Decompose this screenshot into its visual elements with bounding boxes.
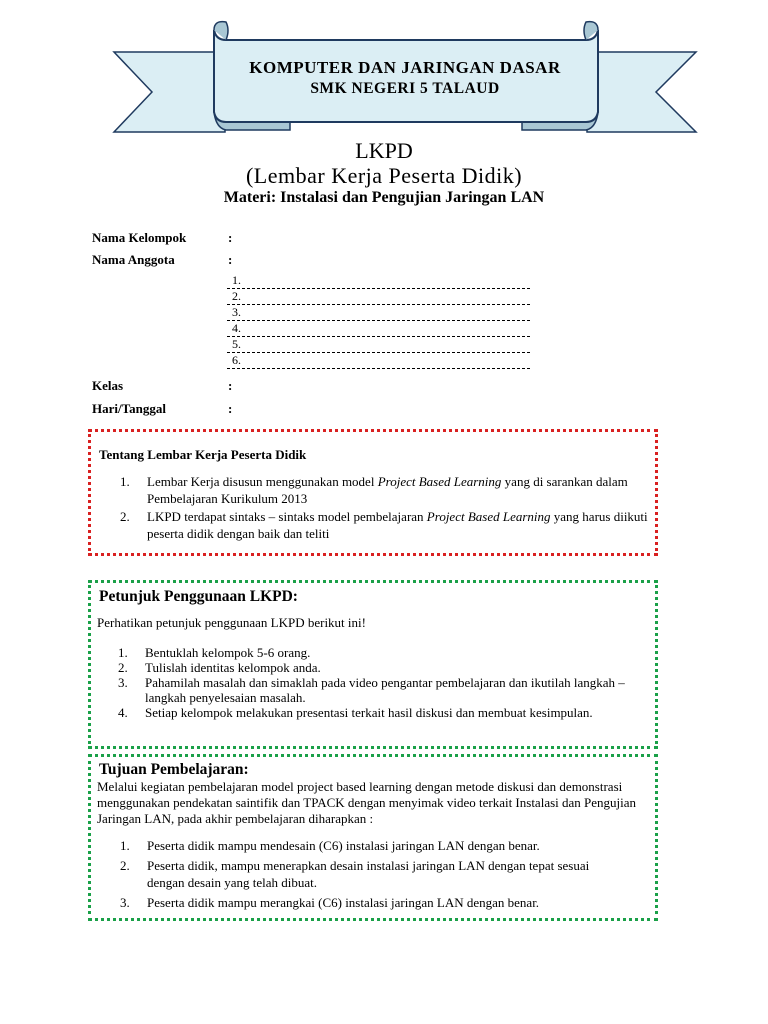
member-line-2[interactable]: 2. xyxy=(227,290,530,305)
member-line-6[interactable]: 6. xyxy=(227,354,530,369)
member-line-5[interactable]: 5. xyxy=(227,338,530,353)
label-nama-kelompok: Nama Kelompok xyxy=(92,230,187,245)
about-list xyxy=(120,473,650,543)
page-title: LKPD xyxy=(355,138,413,163)
list-item: 2. Peserta didik, mampu menerapkan desain instalasi jaringan LAN dengan tepat sesuai dengan desain yang telah dibuat. xyxy=(120,858,590,890)
ribbon-left-tail xyxy=(114,52,225,132)
page-subtitle: (Lembar Kerja Peserta Didik) xyxy=(245,163,523,188)
list-item: 1. Bentuklah kelompok 5-6 orang. xyxy=(118,645,311,660)
banner-subject: KOMPUTER DAN JARINGAN DASAR xyxy=(249,58,561,77)
instructions-list xyxy=(118,645,638,720)
list-item: 3. Peserta didik mampu merangkai (C6) instalasi jaringan LAN dengan benar. xyxy=(120,895,540,910)
instructions-intro: Perhatikan petunjuk penggunaan LKPD berikut ini! xyxy=(97,615,366,630)
member-line-4[interactable]: 4. xyxy=(227,322,530,337)
member-line-3[interactable]: 3. xyxy=(227,306,530,321)
colon: : xyxy=(228,252,233,267)
banner-school: SMK NEGERI 5 TALAUD xyxy=(310,80,500,97)
list-item: 3. Pahamilah masalah dan simaklah pada video pengantar pembelajaran dan ikutilah langkah – langkah penyelesaian masalah. xyxy=(118,675,625,705)
ribbon-right-tail xyxy=(587,52,696,132)
label-hari-tanggal: Hari/Tanggal xyxy=(92,401,166,416)
objectives-intro: Melalui kegiatan pembelajaran model project based learning dengan metode diskusi dan demonstrasi menggunakan pendekatan saintifik dan TPACK dengan menyimak video terkait Instalasi dan Pengujian Jaringan LAN, pada akhir pembelajaran diharapkan : xyxy=(97,779,637,826)
list-item: 4. Setiap kelompok melakukan presentasi terkait hasil diskusi dan membuat kesimpulan. xyxy=(118,705,593,720)
colon: : xyxy=(228,378,233,393)
instructions-title: Petunjuk Penggunaan LKPD: xyxy=(99,588,298,605)
list-item: 2. Tulislah identitas kelompok anda. xyxy=(118,660,321,675)
materi-heading: Materi: Instalasi dan Pengujian Jaringan LAN xyxy=(223,189,545,206)
list-item: 1. Peserta didik mampu mendesain (C6) instalasi jaringan LAN dengan benar. xyxy=(120,838,540,853)
member-line-1[interactable]: 1. xyxy=(227,274,530,289)
label-nama-anggota: Nama Anggota xyxy=(92,252,175,267)
list-item: 2. LKPD terdapat sintaks – sintaks model pembelajaran Project Based Learning yang harus diikuti peserta didik dengan baik dan teliti xyxy=(120,509,648,541)
about-title: Tentang Lembar Kerja Peserta Didik xyxy=(99,447,307,462)
objectives-list xyxy=(120,837,630,914)
list-item: 1. Lembar Kerja disusun menggunakan model Project Based Learning yang di sarankan dalam Pembelajaran Kurikulum 2013 xyxy=(120,474,628,506)
colon: : xyxy=(228,401,233,416)
objectives-title: Tujuan Pembelajaran: xyxy=(99,761,249,778)
colon: : xyxy=(228,230,233,245)
label-kelas: Kelas xyxy=(92,378,124,393)
